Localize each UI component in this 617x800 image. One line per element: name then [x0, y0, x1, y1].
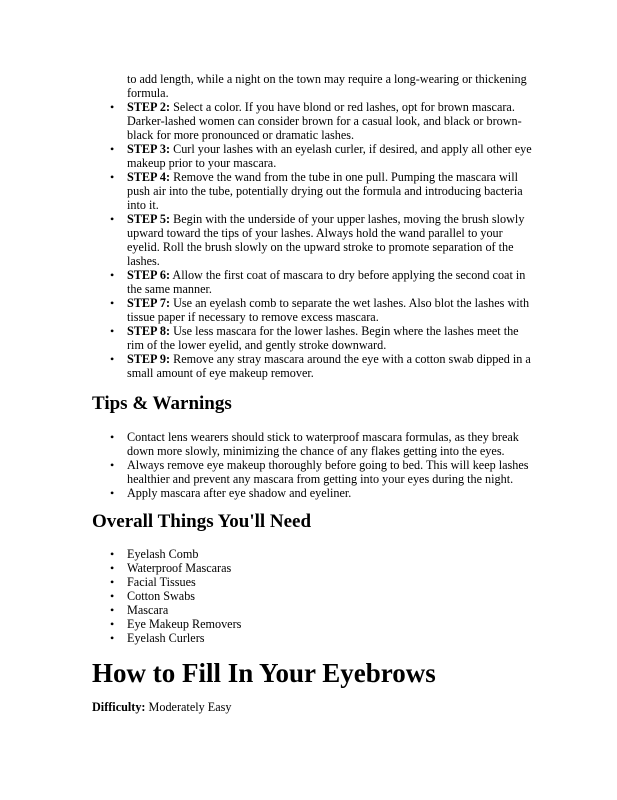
bullet-icon: • [110, 212, 115, 226]
list-item [110, 631, 537, 645]
list-item [110, 324, 537, 352]
bullet-icon: • [110, 268, 115, 282]
step-text: Remove the wand from the tube in one pull. Pumping the mascara will push air into the tube, potentially drying out the formula and introducing bacteria into it. [127, 170, 523, 212]
list-item [110, 561, 537, 575]
need-item-text: Eyelash Curlers [127, 631, 205, 645]
steps-list [110, 100, 537, 380]
bullet-icon: • [110, 589, 115, 603]
things-needed-heading: Overall Things You'll Need [92, 511, 312, 532]
list-item [110, 430, 537, 458]
step-label: STEP 6: [127, 268, 171, 282]
need-item-text: Eye Makeup Removers [127, 617, 242, 631]
bullet-icon: • [110, 603, 115, 617]
difficulty-value: Moderately Easy [145, 700, 232, 714]
bullet-icon: • [110, 100, 115, 114]
bullet-icon: • [110, 458, 115, 472]
bullet-icon: • [110, 324, 115, 338]
step-label: STEP 4: [127, 170, 171, 184]
list-item [110, 547, 537, 561]
step-label: STEP 2: [127, 100, 171, 114]
step-text: Select a color. If you have blond or red lashes, opt for brown mascara. Darker-lashed women can consider brown for a casual look, and black or brown-black for more pronounced or dramatic lashes. [127, 100, 522, 142]
bullet-icon: • [110, 352, 115, 366]
list-item [110, 603, 537, 617]
bullet-icon: • [110, 561, 115, 575]
need-item-text: Waterproof Mascaras [127, 561, 232, 575]
bullet-icon: • [110, 547, 115, 561]
step-text: Use an eyelash comb to separate the wet lashes. Also blot the lashes with tissue paper if necessary to remove excess mascara. [127, 296, 530, 324]
tip-text: Apply mascara after eye shadow and eyeliner. [127, 486, 352, 500]
tip-text: Contact lens wearers should stick to waterproof mascara formulas, as they break down more slowly, minimizing the chance of any flakes getting into the eyes. [127, 430, 519, 458]
step-text: Use less mascara for the lower lashes. Begin where the lashes meet the rim of the lower eyelid, and gently stroke downward. [127, 324, 519, 352]
difficulty-label: Difficulty: [92, 700, 146, 714]
bullet-icon: • [110, 170, 115, 184]
list-item [110, 458, 537, 486]
step-text: Curl your lashes with an eyelash curler, if desired, and apply all other eye makeup prior to your mascara. [127, 142, 532, 170]
tips-heading: Tips & Warnings [92, 393, 232, 414]
step-text: Remove any stray mascara around the eye with a cotton swab dipped in a small amount of eye makeup remover. [127, 352, 531, 380]
list-item [110, 617, 537, 631]
bullet-icon: • [110, 575, 115, 589]
step-label: STEP 9: [127, 352, 171, 366]
list-item [110, 352, 537, 380]
step-label: STEP 7: [127, 296, 171, 310]
tip-text: Always remove eye makeup thoroughly before going to bed. This will keep lashes healthier and prevent any mascara from getting into your eyes during the night. [127, 458, 529, 486]
list-item [110, 170, 537, 212]
need-item-text: Cotton Swabs [127, 589, 196, 603]
need-item-text: Mascara [127, 603, 169, 617]
need-item-text: Eyelash Comb [127, 547, 199, 561]
bullet-icon: • [110, 142, 115, 156]
list-item [110, 268, 537, 296]
tips-list [110, 430, 537, 500]
list-item [110, 589, 537, 603]
step-text: Allow the first coat of mascara to dry before applying the second coat in the same manner. [127, 268, 526, 296]
things-needed-list [110, 547, 537, 645]
list-item [110, 296, 537, 324]
bullet-icon: • [110, 486, 115, 500]
article-title: How to Fill In Your Eyebrows [92, 658, 436, 688]
intro-continuation-text: to add length, while a night on the town may require a long-wearing or thickening formula. [127, 72, 527, 100]
list-item [110, 212, 537, 268]
step-label: STEP 8: [127, 324, 171, 338]
need-item-text: Facial Tissues [127, 575, 196, 589]
bullet-icon: • [110, 617, 115, 631]
difficulty-line [92, 700, 231, 714]
list-item [110, 575, 537, 589]
step-label: STEP 3: [127, 142, 171, 156]
bullet-icon: • [110, 631, 115, 645]
step-text: Begin with the underside of your upper lashes, moving the brush slowly upward toward the tips of your lashes. Always hold the wand parallel to your eyelid. Roll the brush slowly on the upward stroke to promote separation of the lashes. [127, 212, 525, 268]
bullet-icon: • [110, 296, 115, 310]
list-item [110, 486, 537, 500]
list-item [110, 100, 537, 142]
list-item [110, 142, 537, 170]
step-label: STEP 5: [127, 212, 171, 226]
bullet-icon: • [110, 430, 115, 444]
